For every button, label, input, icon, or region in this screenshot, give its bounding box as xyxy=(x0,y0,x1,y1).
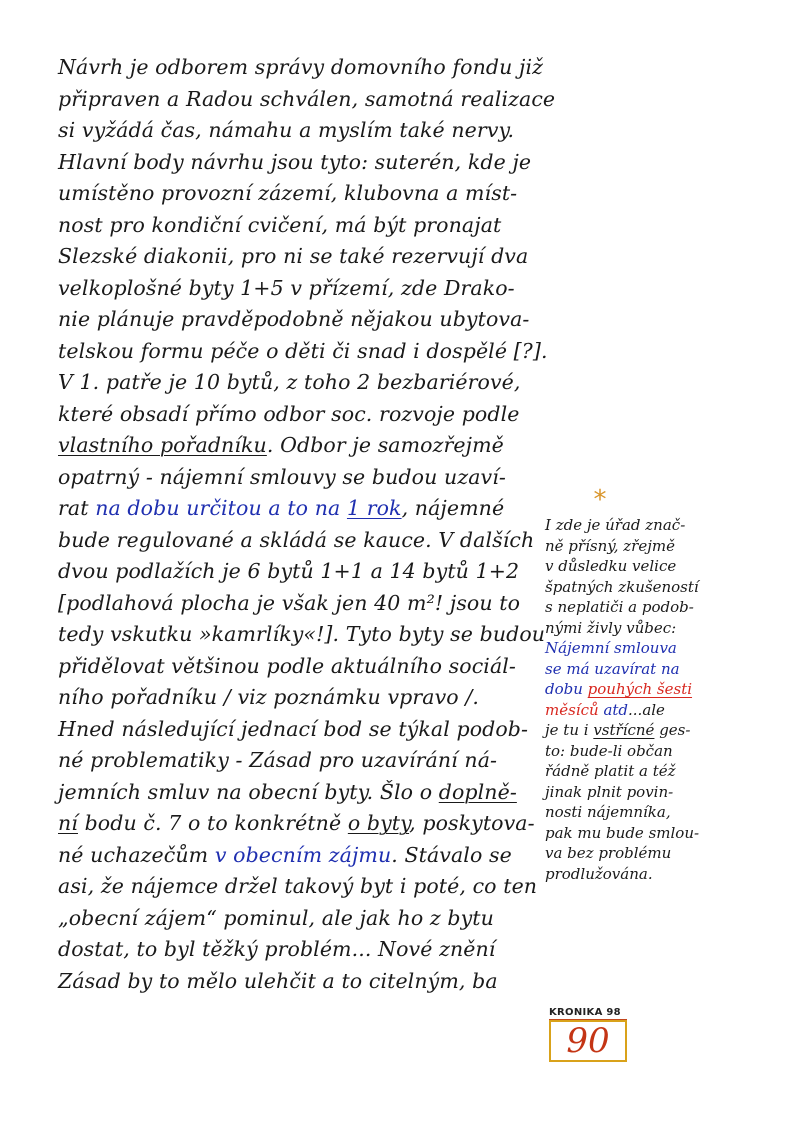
text-segment: Zásad by to mělo ulehčit a to citelným, ba xyxy=(58,968,498,993)
text-line xyxy=(58,273,538,305)
text-segment: opatrný - nájemní smlouvy se budou uzaví- xyxy=(58,464,506,489)
page-number: 90 xyxy=(549,1020,627,1062)
side-note-line xyxy=(545,618,745,639)
text-segment: umístěno provozní zázemí, klubovna a míst- xyxy=(58,181,518,205)
text-segment: se má uzavírat na xyxy=(545,659,680,678)
text-line xyxy=(58,84,556,116)
side-note-line xyxy=(545,638,745,659)
text-segment: Hned následující jednací bod se týkal podob- xyxy=(58,716,529,741)
text-line xyxy=(58,304,538,336)
text-line xyxy=(58,619,546,651)
side-note-line xyxy=(545,843,745,864)
text-line xyxy=(58,588,538,620)
text-line xyxy=(58,399,538,431)
side-note-block xyxy=(545,515,745,884)
text-line xyxy=(58,871,538,903)
text-segment: né uchazečům xyxy=(58,842,215,867)
text-segment: bodu č. 7 o to konkrétně xyxy=(77,811,348,835)
text-segment: je tu i xyxy=(545,721,594,739)
margin-asterisk: * xyxy=(593,485,607,515)
text-segment: atd xyxy=(598,700,629,719)
side-note-line xyxy=(545,782,745,803)
side-note-line xyxy=(545,802,745,823)
main-text-block xyxy=(58,52,556,997)
text-line xyxy=(58,840,538,872)
text-segment: nými živly vůbec: xyxy=(545,618,677,637)
chronicle-page-stamp xyxy=(549,1006,627,1062)
side-note-line xyxy=(545,700,745,721)
text-segment: 1 rok xyxy=(346,496,402,520)
text-segment: to: bude-li občan xyxy=(545,741,673,760)
side-note-line xyxy=(545,720,745,741)
text-line xyxy=(58,525,538,557)
side-note-line xyxy=(545,741,745,762)
text-segment: V 1. patře je 10 bytů, z toho 2 bezbariérové, xyxy=(58,370,521,394)
text-segment: prodlužována. xyxy=(545,864,653,883)
text-segment: né problematiky - Zásad pro uzavírání ná- xyxy=(58,748,498,772)
text-segment: s neplatiči a podob- xyxy=(545,598,694,616)
side-note-line xyxy=(545,823,745,844)
text-segment: Návrh je odborem správy domovního fondu již xyxy=(58,55,544,79)
text-segment: ní xyxy=(58,811,78,835)
text-line xyxy=(58,745,538,777)
text-segment: měsíců xyxy=(545,700,599,719)
text-line xyxy=(58,903,538,935)
text-segment: připraven a Radou schválen, samotná realizace xyxy=(58,86,556,111)
text-segment: v důsledku velice xyxy=(545,557,677,575)
text-segment: bude regulované a skládá se kauce. V dalších xyxy=(58,527,535,552)
text-segment: velkoplošné byty 1+5 v přízemí, zde Drako- xyxy=(58,275,515,300)
text-line xyxy=(58,430,538,462)
side-note-line xyxy=(545,536,745,557)
side-note-line xyxy=(545,515,745,536)
text-segment: ges- xyxy=(654,721,691,739)
text-line xyxy=(58,52,544,84)
text-segment: Hlavní body návrhu jsou tyto: suterén, kde je xyxy=(58,149,532,174)
side-note-line xyxy=(545,761,745,782)
text-segment: přidělovat většinou podle aktuálního sociál- xyxy=(58,653,516,678)
text-segment: doplně- xyxy=(438,779,517,804)
text-segment: jinak plnit povin- xyxy=(545,782,674,801)
text-segment: , nájemné xyxy=(401,496,505,520)
text-line xyxy=(58,682,538,714)
text-segment: telskou formu péče o děti či snad i dospělé [?]. xyxy=(58,338,548,363)
text-line xyxy=(58,966,538,998)
text-segment: nost pro kondiční cvičení, má být pronajat xyxy=(58,212,502,237)
text-segment: špatných zkušeností xyxy=(545,577,699,596)
text-segment: . Odbor je samozřejmě xyxy=(266,433,504,457)
text-line xyxy=(58,147,538,179)
text-segment: asi, že nájemce držel takový byt i poté, co ten xyxy=(58,874,538,898)
text-segment: , poskytova- xyxy=(409,811,535,835)
text-segment: vstřícné xyxy=(593,721,655,739)
text-line xyxy=(58,714,538,746)
text-segment: ...ale xyxy=(628,700,665,719)
text-segment: rat xyxy=(58,496,96,520)
text-segment: řádně platit a též xyxy=(545,762,676,780)
text-segment: dvou podlažích je 6 bytů 1+1 a 14 bytů 1+2 xyxy=(58,559,520,583)
text-segment: které obsadí přímo odbor soc. rozvoje podle xyxy=(58,401,520,426)
text-segment: ně přísný, zřejmě xyxy=(545,536,675,555)
text-line xyxy=(58,808,538,840)
side-note-line xyxy=(545,577,745,598)
text-segment: I zde je úřad znač- xyxy=(545,516,686,534)
text-line xyxy=(58,367,538,399)
text-segment: v obecním zájmu xyxy=(214,842,392,867)
text-segment: nosti nájemníka, xyxy=(545,803,671,821)
text-segment: „obecní zájem“ pominul, ale jak ho z bytu xyxy=(58,905,494,930)
side-note-line xyxy=(545,597,745,618)
side-note-line xyxy=(545,679,745,700)
text-line xyxy=(58,241,538,273)
text-segment: si vyžádá čas, námahu a myslím také nervy. xyxy=(58,118,515,142)
text-line xyxy=(58,336,548,368)
side-note-line xyxy=(545,864,745,885)
text-segment: na dobu určitou a to na xyxy=(95,496,347,520)
text-segment: tedy vskutku »kamrlíky«!]. Tyto byty se budou xyxy=(58,622,546,646)
text-segment: vlastního pořadníku xyxy=(58,433,267,457)
text-segment: dostat, to byl těžký problém... Nové znění xyxy=(58,937,496,961)
text-segment: va bez problému xyxy=(545,844,672,862)
stamp-label: KRONIKA 98 xyxy=(549,1006,627,1020)
text-segment: dobu xyxy=(545,680,588,698)
text-segment: Slezské diakonii, pro ni se také rezervují dva xyxy=(58,244,529,268)
text-line xyxy=(58,777,538,809)
text-segment: ního pořadníku / viz poznámku vpravo /. xyxy=(58,685,479,709)
text-line xyxy=(58,651,538,683)
text-line xyxy=(58,493,538,525)
text-segment: pouhých šesti xyxy=(587,680,693,698)
text-segment: Nájemní smlouva xyxy=(545,639,677,657)
text-segment: jemních smluv na obecní byty. Šlo o xyxy=(58,779,439,804)
side-note-line xyxy=(545,556,745,577)
text-line xyxy=(58,556,538,588)
text-line xyxy=(58,115,538,147)
text-segment: pak mu bude smlou- xyxy=(545,823,700,842)
text-segment: [podlahová plocha je však jen 40 m²! jsou to xyxy=(58,590,521,615)
text-segment: . Stávalo se xyxy=(391,842,512,867)
text-segment: o byty xyxy=(347,811,410,835)
text-line xyxy=(58,178,538,210)
text-segment: nie plánuje pravděpodobně nějakou ubytova- xyxy=(58,307,530,331)
text-line xyxy=(58,462,538,494)
text-line xyxy=(58,210,538,242)
side-note-line xyxy=(545,659,745,680)
text-line xyxy=(58,934,538,966)
